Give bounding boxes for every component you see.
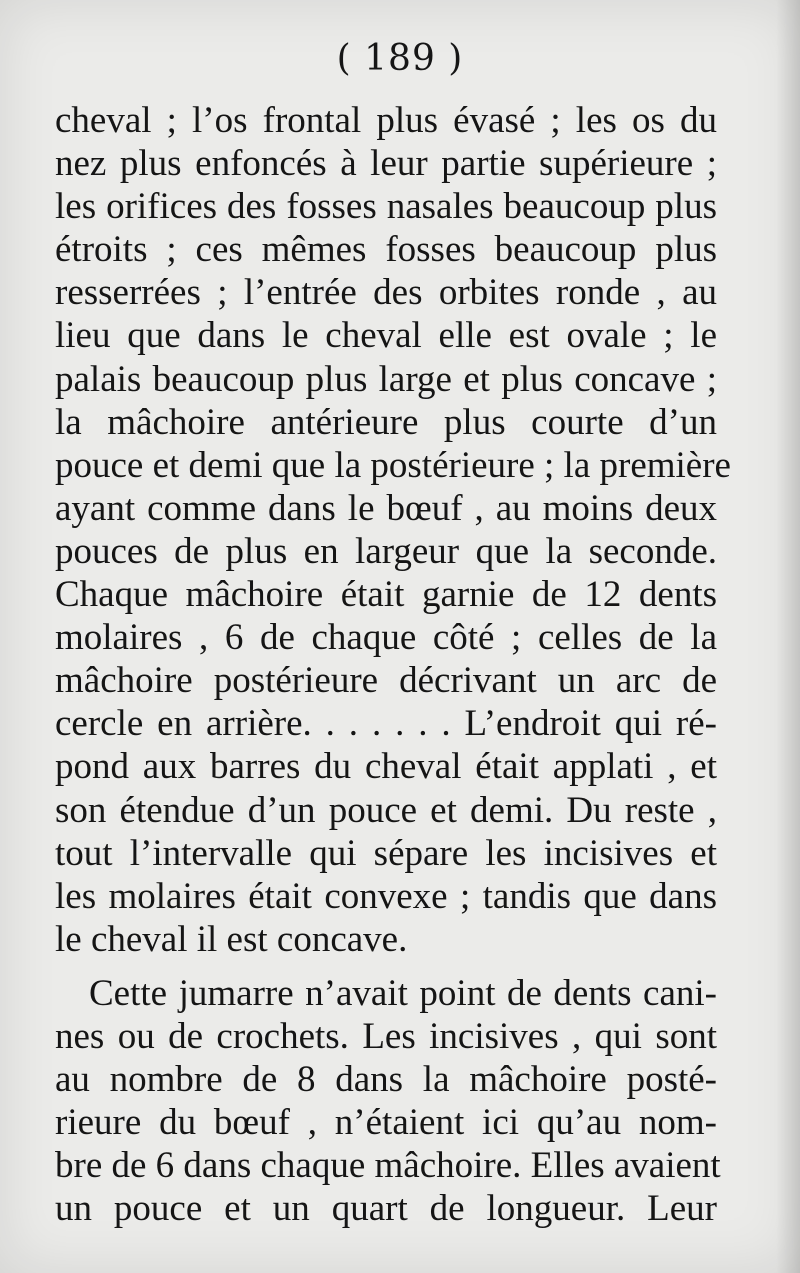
text-line: étroits ; ces mêmes fosses beaucoup plus bbox=[55, 229, 717, 271]
text-line: lieu que dans le cheval elle est ovale ; le bbox=[55, 315, 717, 357]
text-line: molaires , 6 de chaque côté ; celles de la bbox=[55, 617, 717, 659]
text-line: Chaque mâchoire était garnie de 12 dents bbox=[55, 574, 717, 616]
text-line: mâchoire postérieure décrivant un arc de bbox=[55, 660, 717, 702]
paragraph-1 bbox=[55, 99, 731, 961]
text-line: un pouce et un quart de longueur. Leur bbox=[55, 1188, 717, 1230]
text-line: Cette jumarre n’avait point de dents cani- bbox=[89, 972, 717, 1014]
text-line: rieure du bœuf , n’étaient ici qu’au nom- bbox=[55, 1102, 717, 1144]
text-line: pouce et demi que la postérieure ; la première bbox=[55, 444, 731, 486]
text-line: ayant comme dans le bœuf , au moins deux bbox=[55, 487, 717, 529]
text-line: pouces de plus en largeur que la seconde. bbox=[55, 530, 717, 572]
text-line: le cheval il est concave. bbox=[55, 918, 408, 960]
page-number: ( 189 ) bbox=[336, 38, 464, 79]
paragraph-2 bbox=[55, 972, 721, 1231]
text-line: cheval ; l’os frontal plus évasé ; les os du bbox=[55, 100, 717, 141]
text-line: les molaires était convexe ; tandis que dans bbox=[55, 875, 717, 917]
text-line: la mâchoire antérieure plus courte d’un bbox=[55, 401, 717, 443]
page-edge-shadow bbox=[776, 0, 800, 1273]
text-line: palais beaucoup plus large et plus concave ; bbox=[55, 358, 717, 400]
text-line: resserrées ; l’entrée des orbites ronde , au bbox=[55, 272, 717, 314]
text-line: tout l’intervalle qui sépare les incisives et bbox=[55, 832, 717, 874]
text-line: les orifices des fosses nasales beaucoup plus bbox=[55, 186, 717, 228]
body-text bbox=[55, 99, 731, 1230]
text-line: pond aux barres du cheval était applati , et bbox=[55, 746, 717, 788]
text-line: son étendue d’un pouce et demi. Du reste , bbox=[55, 789, 717, 831]
text-line: bre de 6 dans chaque mâchoire. Elles avaient bbox=[55, 1145, 721, 1187]
text-line: nez plus enfoncés à leur partie supérieure ; bbox=[55, 143, 717, 185]
text-line: cercle en arrière. . . . . . . L’endroit qui ré- bbox=[55, 703, 717, 745]
text-line: au nombre de 8 dans la mâchoire posté- bbox=[55, 1059, 717, 1101]
text-line: nes ou de crochets. Les incisives , qui sont bbox=[55, 1015, 717, 1057]
